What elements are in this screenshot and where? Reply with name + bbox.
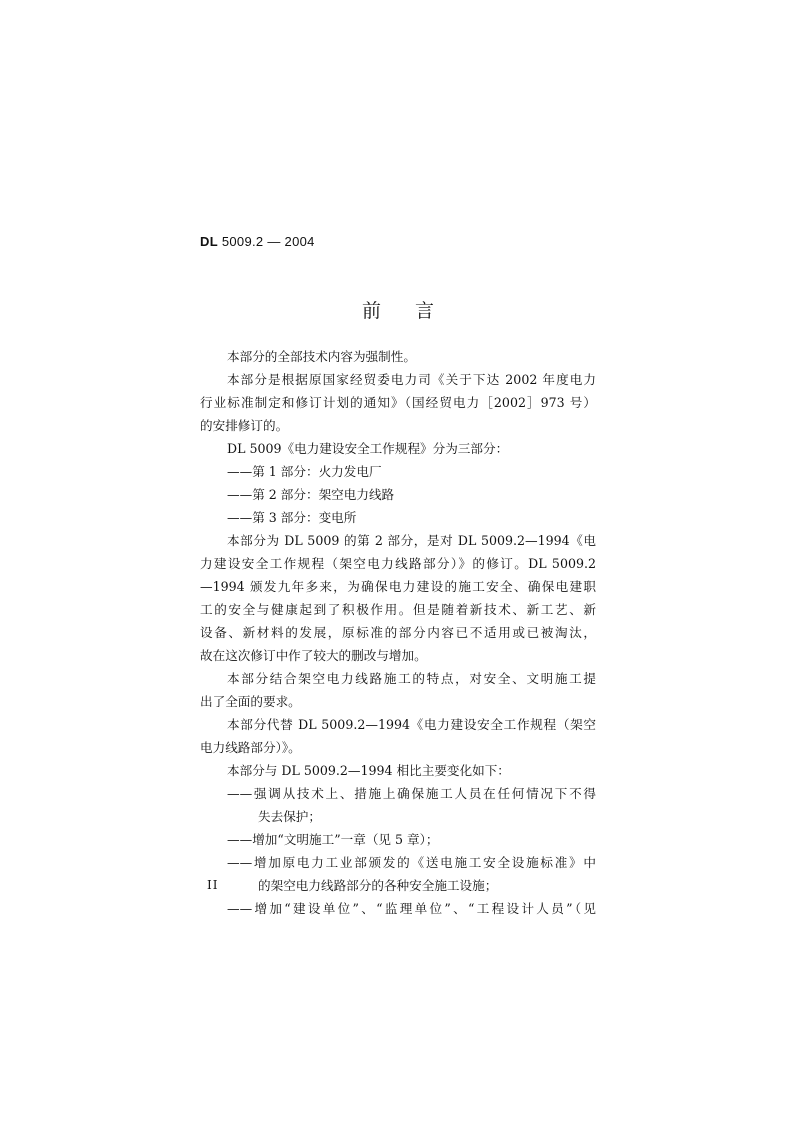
foreword-body [200, 345, 596, 920]
paragraph-line: 电力线路部分）》。 [200, 740, 301, 755]
paragraph-line: 出了全面的要求。 [200, 694, 301, 709]
list-item: ——第 1 部分：火力发电厂 [227, 464, 382, 479]
list-item: ——增加“建设单位”、“监理单位”、“工程设计人员”（见 [227, 901, 596, 916]
paragraph-line: 设备、新材料的发展，原标准的部分内容已不适用或已被淘汰， [200, 625, 596, 640]
paragraph-line: 本部分代替 DL 5009.2—1994《电力建设安全工作规程（架空 [227, 717, 596, 732]
standard-code-number: 5009.2 — 2004 [217, 234, 315, 249]
list-item: ——增加原电力工业部颁发的《送电施工安全设施标准》中 [227, 855, 596, 870]
standard-code-prefix: DL [200, 234, 218, 249]
list-item: ——第 2 部分：架空电力线路 [227, 487, 395, 502]
list-item: ——第 3 部分：变电所 [227, 510, 357, 525]
paragraph-line: 本部分是根据原国家经贸委电力司《关于下达 2002 年度电力 [227, 372, 596, 387]
page-number: II [207, 878, 219, 892]
page-title: 前言 [361, 300, 468, 322]
list-item: ——强调从技术上、措施上确保施工人员在任何情况下不得 [227, 786, 596, 801]
paragraph-line: 本部分与 DL 5009.2—1994 相比主要变化如下： [227, 763, 510, 778]
paragraph-line: 故在这次修订中作了较大的删改与增加。 [200, 648, 427, 663]
paragraph-line: 的安排修订的。 [200, 418, 289, 433]
paragraph-line: 本部分的全部技术内容为强制性。 [227, 349, 416, 364]
paragraph-line: 行业标准制定和修订计划的通知》（国经贸电力［2002］973 号） [200, 395, 596, 410]
list-item-continuation: 失去保护； [258, 809, 321, 824]
paragraph-line: DL 5009《电力建设安全工作规程》分为三部分： [227, 441, 509, 456]
paragraph-line: —1994 颁发九年多来，为确保电力建设的施工安全、确保电建职 [200, 579, 596, 594]
paragraph-line: 工的安全与健康起到了积极作用。但是随着新技术、新工艺、新 [200, 602, 596, 617]
paragraph-line: 本部分结合架空电力线路施工的特点，对安全、文明施工提 [227, 671, 596, 686]
standard-code-header [200, 234, 315, 249]
list-item: ——增加“文明施工”一章（见 5 章）； [227, 832, 439, 847]
list-item-continuation: 的架空电力线路部分的各种安全施工设施； [258, 878, 498, 893]
paragraph-line: 力建设安全工作规程（架空电力线路部分）》的修订。DL 5009.2 [200, 556, 596, 571]
paragraph-line: 本部分为 DL 5009 的第 2 部分，是对 DL 5009.2—1994《电 [227, 533, 596, 548]
